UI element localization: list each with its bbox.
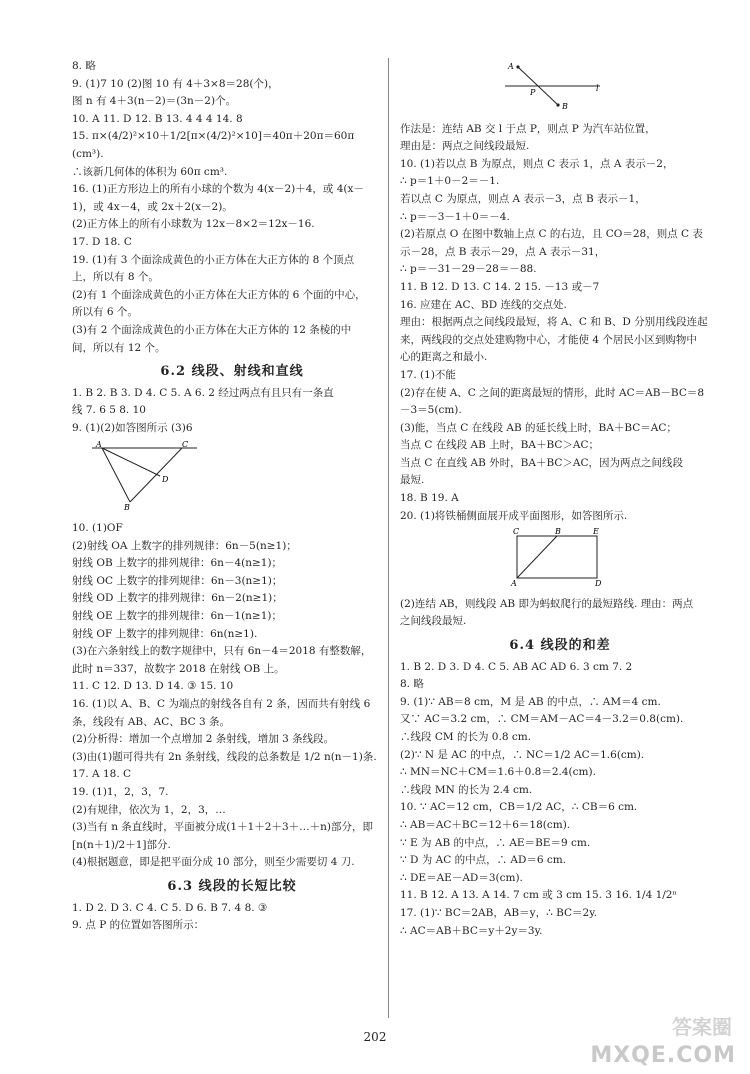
answer-line: 20. (1)将铁桶侧面展开成平面图形，如答图所示. <box>400 509 628 522</box>
answer-line: 心的距离之和最小. <box>400 351 488 364</box>
section-heading: 6.3 线段的长短比较 <box>167 878 297 894</box>
column-divider <box>388 58 389 1018</box>
answer-line: 9. (1)(2)如答图所示 (3)6 <box>72 421 193 434</box>
label-a: A <box>508 62 514 71</box>
answer-line: (cm³). <box>72 147 104 160</box>
answer-line: 线 7. 6 5 8. 10 <box>72 404 146 417</box>
answer-line: (2)有规律，依次为 1，2，3，… <box>72 803 226 816</box>
answer-line: 17. (1)∵ BC＝2AB，AB＝y，∴ BC＝2y. <box>400 906 598 919</box>
label-c: C <box>182 440 189 450</box>
answer-line: 射线 OD 上数字的排列规律：6n－2(n≥1)； <box>72 592 283 605</box>
answer-line: 19. (1)有 3 个面涂成黄色的小正方体在大正方体的 8 个顶点 <box>72 253 355 266</box>
label-p: P <box>530 88 536 97</box>
answer-line: 11. B 12. D 13. C 14. 2 15. －13 或－7 <box>400 280 600 293</box>
answer-line: 17. A 18. C <box>72 768 132 781</box>
label-d: D <box>162 475 169 485</box>
answer-line: (3)能，当点 C 在线段 AB 的延长线上时，BA＋BC＝AC； <box>400 421 677 434</box>
answer-line: (2)射线 OA 上数字的排列规律：6n－5(n≥1)； <box>72 539 297 552</box>
left-column <box>72 58 392 935</box>
answer-line: 当点 C 在直线 AB 外时，BA＋BC＞AC，因为两点之间线段 <box>400 456 684 469</box>
answer-line: 1. B 2. B 3. D 4. C 5. A 6. 2 经过两点有且只有一条直 <box>72 386 334 399</box>
answer-line: 19. (1)1，2，3，7. <box>72 785 169 798</box>
label-a: A <box>96 440 102 450</box>
triangle-diagram <box>72 440 212 510</box>
answer-line: 1)，或 4x－4，或 2x＋2(x－2)。 <box>72 200 233 213</box>
label-a: A <box>511 579 517 587</box>
answer-line: 1. D 2. D 3. C 4. C 5. D 6. B 7. 4 8. ③ <box>72 901 268 914</box>
answer-line: 11. B 12. A 13. A 14. 7 cm 或 3 cm 15. 3 16. 1/4 1/2ⁿ <box>400 889 678 902</box>
watermark-url: MXQE.COM <box>590 1043 736 1068</box>
answer-line: 条，线段有 AB、AC、BC 3 条。 <box>72 715 231 728</box>
figure-rectangle <box>400 528 720 593</box>
figure-line-crossing <box>400 61 720 118</box>
label-d: D <box>595 579 602 587</box>
answer-line: (3)有 2 个面涂成黄色的小正方体在大正方体的 12 条棱的中 <box>72 323 352 336</box>
answer-line: 15. π×(4/2)²×10＋1/2[π×(4/2)²×10]＝40π＋20π＝60π <box>72 130 355 143</box>
answer-line: ∴ p＝－31－29－28＝－88. <box>400 263 537 276</box>
answer-line: ∴ AB＝AC＋BC＝12＋6＝18(cm). <box>400 818 571 831</box>
label-b: B <box>555 528 561 537</box>
answer-line: 射线 OE 上数字的排列规律：6n－1(n≥1)； <box>72 610 283 623</box>
answer-line: ∴ MN＝NC＋CM＝1.6＋0.8＝2.4(cm). <box>400 766 596 779</box>
answer-line: 若以点 C 为原点，则点 A 表示－3，点 B 表示－1， <box>400 192 646 205</box>
answer-line: 射线 OF 上数字的排列规律：6n(n≥1). <box>72 627 258 640</box>
answer-line: 10. ∵ AC＝12 cm，CB＝1/2 AC，∴ CB＝6 cm. <box>400 801 638 814</box>
answer-line: (3)当有 n 条直线时，平面被分成(1＋1＋2＋3＋…＋n)部分，即 <box>72 821 373 834</box>
answer-line: ∴ p＝1＋0－2＝－1. <box>400 175 500 188</box>
answer-line: [n(n＋1)/2＋1]部分. <box>72 838 171 851</box>
answer-line: 此时 n＝337，故数字 2018 在射线 OB 上。 <box>72 662 285 675</box>
answer-line: ∴该新几何体的体积为 60π cm³. <box>72 165 228 178</box>
answer-line: ∵ D 为 AC 的中点，∴ AD＝6 cm. <box>400 854 567 867</box>
answer-line: －3＝5(cm). <box>400 404 462 417</box>
answer-line: ∵ E 为 AB 的中点，∴ AE＝BE＝9 cm. <box>400 836 591 849</box>
answer-line: 16. 应建在 AC、BD 连线的交点处. <box>400 298 567 311</box>
answer-line: 之间线段最短. <box>400 615 467 628</box>
answer-line: 10. (1)若以点 B 为原点，则点 C 表示 1，点 A 表示－2， <box>400 157 674 170</box>
answer-line: 18. B 19. A <box>400 492 459 505</box>
answer-line: (3)由(1)题可得共有 2n 条射线，线段的总条数是 1/2 n(n－1)条. <box>72 750 377 763</box>
answer-line: 当点 C 在线段 AB 上时，BA＋BC＞AC； <box>400 439 600 452</box>
answer-line: 10. A 11. D 12. B 13. 4 4 4 14. 8 <box>72 112 243 125</box>
answer-line: (2)∵ N 是 AC 的中点，∴ NC＝1/2 AC＝1.6(cm). <box>400 748 645 761</box>
figure-triangle-abcd <box>72 440 392 517</box>
label-e: E <box>593 528 599 537</box>
answer-line: 8. 略 <box>72 60 96 72</box>
label-l: l <box>596 84 599 93</box>
answer-line: 射线 OC 上数字的排列规律：6n－3(n≥1)； <box>72 574 283 587</box>
answer-line: 上，所以有 8 个。 <box>72 271 159 284</box>
answer-line: 9. (1)7 10 (2)图 10 有 4＋3×8＝28(个)， <box>72 77 279 90</box>
label-b: B <box>562 102 568 111</box>
answer-line: ∴ p＝－3－1＋0＝－4. <box>400 210 510 223</box>
answer-line: (2)存在使 A、C 之间的距离最短的情形，此时 AC＝AB－BC＝8 <box>400 386 705 399</box>
answer-line: (2)连结 AB，则线段 AB 即为蚂蚁爬行的最短路线. 理由：两点 <box>400 597 694 610</box>
answer-line: ∴ AC＝AB＋BC＝y＋2y＝3y. <box>400 924 543 937</box>
section-heading: 6.2 线段、射线和直线 <box>160 364 304 380</box>
answer-line: 17. D 18. C <box>72 235 132 248</box>
answer-line: 16. (1)正方形边上的所有小球的个数为 4(x－2)＋4，或 4(x－ <box>72 183 364 196</box>
answer-line: 9. 点 P 的位置如答图所示： <box>72 919 205 932</box>
answer-line: ∴线段 MN 的长为 2.4 cm. <box>400 783 533 796</box>
crossing-diagram <box>500 61 610 111</box>
answer-line: 理由是：两点之间线段最短. <box>400 140 530 153</box>
page-number: 202 <box>363 1030 387 1044</box>
answer-line: 1. B 2. D 3. D 4. C 5. AB AC AD 6. 3 cm 7. 2 <box>400 660 633 673</box>
answer-line: (2)有 1 个面涂成黄色的小正方体在大正方体的 6 个面的中心， <box>72 288 366 301</box>
answer-line: (2)若原点 O 在图中数轴上点 C 的右边，且 CO＝28，则点 C 表 <box>400 228 703 241</box>
watermark-text: 答案圈 <box>672 1015 732 1039</box>
answer-line: 11. C 12. D 13. D 14. ③ 15. 10 <box>72 680 234 693</box>
answer-line: 17. (1)不能 <box>400 368 456 381</box>
right-column <box>400 58 720 940</box>
answer-line: 示－28，点 B 表示－29，点 A 表示－31， <box>400 245 606 258</box>
label-c: C <box>513 528 520 537</box>
answer-line: (4)根据题意，即是把平面分成 10 部分，则至少需要切 4 刀. <box>72 856 355 869</box>
answer-line: 来，两线段的交点处建购物中心，才能使 4 个居民小区到购物中 <box>400 333 697 346</box>
answer-line: 最短. <box>400 474 425 487</box>
answer-line: 又∵ AC＝3.2 cm，∴ CM＝AM－AC＝4－3.2＝0.8(cm). <box>400 713 684 726</box>
answer-line: 8. 略 <box>400 678 424 691</box>
answer-line: 作法是：连结 AB 交 l 于点 P，则点 P 为汽车站位置， <box>400 122 656 135</box>
answer-line: 16. (1)以 A、B、C 为端点的射线各自有 2 条，因而共有射线 6 <box>72 698 371 710</box>
answer-line: (2)正方体上的所有小球数为 12x－8×2＝12x－16. <box>72 218 315 231</box>
answer-line: 理由：根据两点之间线段最短，将 A、C 和 B、D 分别用线段连起 <box>400 316 708 329</box>
label-b: B <box>124 503 130 511</box>
answer-line: ∴ DE＝AE－AD＝3(cm). <box>400 871 523 884</box>
rectangle-diagram <box>505 528 605 586</box>
answer-line: 间，所以有 12 个。 <box>72 341 166 354</box>
answer-line: 图 n 有 4＋3(n－2)＝(3n－2)个。 <box>72 95 237 108</box>
answer-line: 射线 OB 上数字的排列规律：6n－4(n≥1)； <box>72 557 283 570</box>
answer-line: ∴线段 CM 的长为 0.8 cm. <box>400 731 532 743</box>
answer-line: 所以有 6 个。 <box>72 306 138 319</box>
answer-line: (3)在六条射线上的数字规律中，只有 6n－4＝2018 有整数解， <box>72 645 372 658</box>
section-heading: 6.4 线段的和差 <box>509 638 611 654</box>
answer-line: (2)分析得：增加一个点增加 2 条射线，增加 3 条线段。 <box>72 733 335 746</box>
answer-line: 9. (1)∵ AB＝8 cm，M 是 AB 的中点，∴ AM＝4 cm. <box>400 695 661 708</box>
answer-line: 10. (1)OF <box>72 522 123 535</box>
